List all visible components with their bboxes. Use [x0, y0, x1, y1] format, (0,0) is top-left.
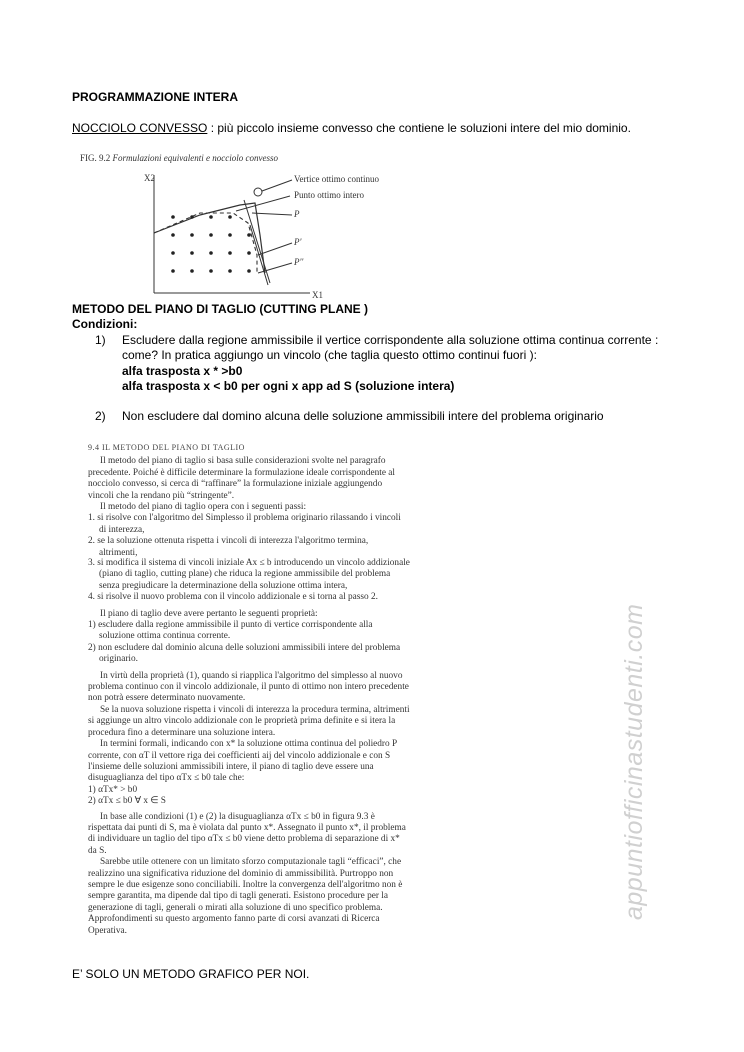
condition-text: Escludere dalla regione ammissibile il vertice corrispondente alla soluzione ottima continua corrente :	[122, 333, 659, 347]
lattice-point	[190, 251, 194, 255]
figure-convex-hull	[140, 165, 379, 300]
scan-paragraph: In termini formali, indicando con x* la soluzione ottima continua del poliedro P corrente, con αT il vettore riga dei coefficienti aij del vincolo addizionale e con S l'insieme delle soluzioni ammissibili intere, il piano di taglio deve essere una disuguaglianza del tipo αTx ≤ b0 tale che:	[88, 739, 397, 784]
axis-x-label: X1	[312, 290, 323, 300]
pointer-3	[252, 213, 292, 215]
lattice-point	[171, 269, 175, 273]
footer-note: E’ SOLO UN METODO GRAFICO PER NOI.	[72, 967, 310, 981]
scan-step: 3. si modifica il sistema di vincoli iniziale Ax ≤ b introducendo un vincolo addizionale (piano di taglio, cutting plane) che riduca la regione ammissibile del problema senza pregiudicare la determinazione della soluzione ottima intera,	[88, 558, 410, 591]
pointer-2	[236, 196, 290, 211]
condition-number: 1)	[95, 333, 106, 347]
condition-text: Non escludere dal domino alcuna delle soluzione ammissibili intere del problema originario	[122, 409, 604, 423]
scan-paragraph: Il piano di taglio deve avere pertanto le seguenti proprietà:	[100, 608, 318, 619]
scanned-excerpt-2	[88, 558, 410, 937]
condition-item-2	[95, 409, 695, 425]
lattice-point	[228, 269, 232, 273]
scan-formula: 2) αTx ≤ b0 ∀ x ∈ S	[88, 796, 166, 807]
method-title: METODO DEL PIANO DI TAGLIO (CUTTING PLANE )	[72, 302, 368, 316]
lattice-point	[247, 233, 251, 237]
page-heading: PROGRAMMAZIONE INTERA	[72, 90, 238, 104]
scan-paragraph: Il metodo del piano di taglio opera con i seguenti passi:	[100, 502, 307, 513]
condition-text: come? In pratica aggiungo un vincolo (che taglia questo ottimo continui fuori ):	[122, 348, 537, 362]
integer-lattice	[171, 215, 251, 273]
section-heading: 9.4 IL METODO DEL PIANO DI TAGLIO	[88, 443, 245, 452]
label-p-double-prime: P''	[294, 257, 304, 267]
lattice-point	[247, 251, 251, 255]
scan-paragraph: Se la nuova soluzione rispetta i vincoli di interezza la procedura termina, altrimenti si aggiunge un altro vincolo addizionale con le proprietà prima definite e si itera la procedura fino a determinare una soluzione intera.	[88, 704, 410, 738]
lattice-point	[171, 233, 175, 237]
lattice-point	[247, 269, 251, 273]
lattice-point	[228, 215, 232, 219]
lattice-point	[190, 269, 194, 273]
lattice-point	[209, 269, 213, 273]
label-p: P	[294, 209, 300, 219]
conditions-label: Condizioni:	[72, 317, 138, 331]
label-integer-optimum: Punto ottimo intero	[294, 190, 365, 200]
scan-step: 2. se la soluzione ottenuta rispetta i vincoli di interezza l'algoritmo termina, altrimenti,	[88, 536, 369, 558]
axis-y-label: X2	[144, 173, 155, 183]
figure-caption-prefix: FIG. 9.2	[80, 153, 113, 163]
scan-paragraph: In base alle condizioni (1) e (2) la disuguaglianza αTx ≤ b0 in figura 9.3 è rispettata dai punti di S, ma è violata dal punto x*. Assegnato il punto x*, il problema di individuare un taglio del tipo αTx ≤ b0 viene detto problema di separazione di x* da S.	[88, 811, 406, 856]
scan-formula: 1) αTx* > b0	[88, 784, 138, 795]
continuous-optimum	[254, 188, 262, 196]
scan-property: 2) non escludere dal dominio alcuna delle soluzioni ammissibili intere del problema originario.	[88, 642, 401, 665]
pointer-4	[258, 243, 292, 255]
nocciolo-text: : più piccolo insieme convesso che contiene le soluzioni intere del mio dominio.	[207, 121, 631, 135]
scan-property: 1) escludere dalla regione ammissibile il punto di vertice corrispondente alla soluzione ottima continua corrente.	[88, 620, 373, 642]
lattice-point	[171, 215, 175, 219]
figure-caption-title: Formulazioni equivalenti e nocciolo convesso	[112, 153, 278, 163]
lattice-point	[209, 251, 213, 255]
condition-number: 2)	[95, 409, 106, 423]
label-vertex-continuous: Vertice ottimo continuo	[294, 174, 379, 184]
lattice-point	[190, 215, 194, 219]
scan-step: 4. si risolve il nuovo problema con il vincolo addizionale e si torna al passo 2.	[88, 592, 378, 603]
nocciolo-definition	[72, 121, 631, 135]
condition-formula: alfa trasposta x < b0 per ogni x app ad S (soluzione intera)	[122, 379, 455, 393]
hull-dashed	[154, 213, 257, 273]
figure-caption	[80, 153, 278, 163]
scan-paragraph: In virtù della proprietà (1), quando si riapplica l'algoritmo del simplesso al nuovo problema continuo con il vincolo addizionale, il punto di ottimo non intero precedente non potrà essere determinato nuovamente.	[88, 670, 409, 704]
watermark: appuntiofficinastudenti.com	[620, 603, 648, 920]
pointer-1	[262, 180, 292, 191]
scanned-excerpt-1	[88, 442, 406, 559]
nocciolo-term: NOCCIOLO CONVESSO	[72, 121, 208, 135]
condition-formula: alfa trasposta x * >b0	[122, 364, 243, 378]
lattice-point	[228, 233, 232, 237]
scan-paragraph: Il metodo del piano di taglio si basa sulle considerazioni svolte nel paragrafo precedente. Poiché è difficile determinare la formulazione ideale corrispondente al nocciolo convesso, si cerca di “raffinare” la formulazione iniziale aggiungendo vincoli che la rendano più “stringente”.	[88, 456, 395, 501]
label-p-prime: P'	[294, 237, 302, 247]
lattice-point	[209, 215, 213, 219]
condition-item-1	[95, 333, 695, 397]
scan-paragraph: Sarebbe utile ottenere con un limitato sforzo computazionale tagli “efficaci”, che realizzino una significativa riduzione del dominio di ammissibilità. Purtroppo non sempre le due esigenze sono conciliabili. Inoltre la convergenza dell'algoritmo non è sempre garantita, ma dipende dal tipo di tagli generati. Esistono procedure per la generazione di tagli, generali o mirati alla soluzione di uno specifico problema. Approfondimenti su questo argomento fanno parte di corsi avanzati di Ricerca Operativa.	[88, 857, 403, 936]
lattice-point	[190, 233, 194, 237]
scan-step: 1. si risolve con l'algoritmo del Simplesso il problema originario rilassando i vincoli di interezza,	[88, 513, 401, 535]
lattice-point	[209, 233, 213, 237]
lattice-point	[228, 251, 232, 255]
lattice-point	[171, 251, 175, 255]
